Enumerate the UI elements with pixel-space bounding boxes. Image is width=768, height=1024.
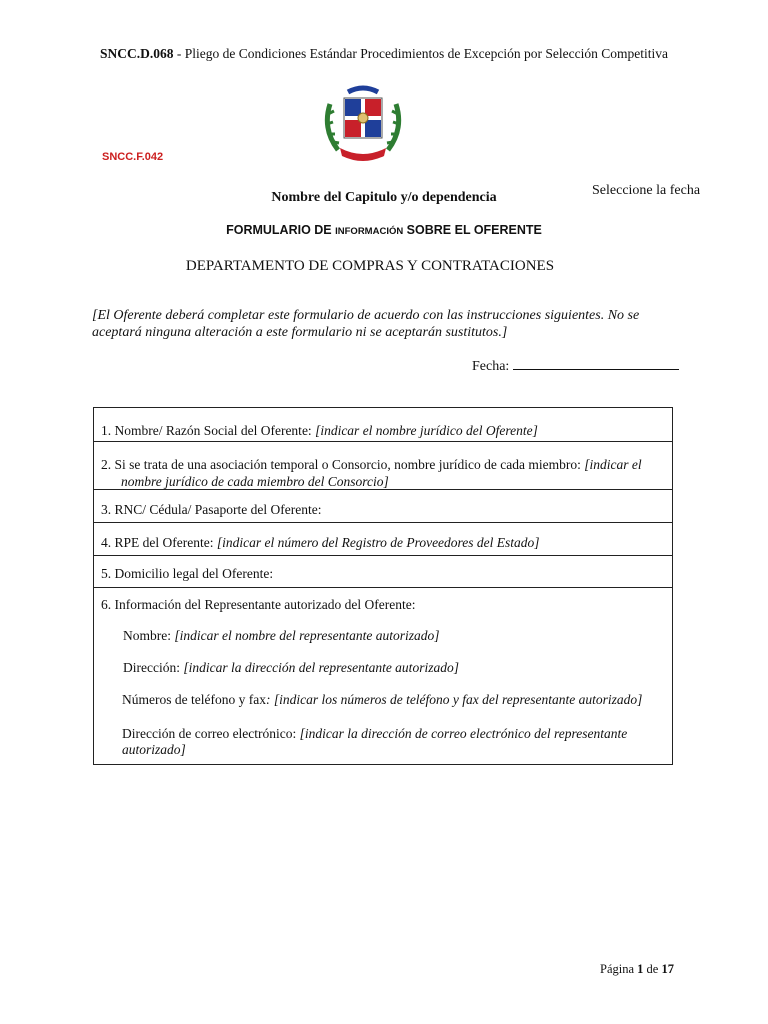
table-row[interactable]: 6. Información del Representante autorizado del Oferente: Nombre: [indicar el nombre del representante autorizado] Dirección: [indicar la dirección del representante autorizado] Números de teléfono y fax: [indicar los números de teléfono y fax del representante autorizado] Dirección de correo electrónico: [indicar la dirección de correo electrónico del representante autorizado]	[101, 597, 643, 757]
date-select[interactable]: Seleccione la fecha	[592, 183, 701, 198]
oferente-info-table	[93, 407, 673, 765]
page-header	[0, 46, 768, 62]
table-row[interactable]: 4. RPE del Oferente: [indicar el número del Registro de Proveedores del Estado]	[94, 523, 672, 556]
form-code: SNCC.F.042	[102, 151, 164, 163]
department-title: DEPARTAMENTO DE COMPRAS Y CONTRATACIONES	[185, 258, 555, 274]
form-title: FORMULARIO DE INFORMACIÓN SOBRE EL OFERENTE	[226, 223, 542, 237]
table-row[interactable]: 1. Nombre/ Razón Social del Oferente: [indicar el nombre jurídico del Oferente]	[94, 408, 672, 442]
page-number: Página 1 de 17	[600, 962, 674, 976]
instructions: [El Oferente deberá completar este formulario de acuerdo con las instrucciones siguientes. No se aceptará ninguna alteración a este formulario ni se aceptarán sustitutos.]	[92, 308, 640, 340]
table-row[interactable]: 2. Si se trata de una asociación temporal o Consorcio, nombre jurídico de cada miembro: [indicar el nombre jurídico de cada miembro del Consorcio]	[94, 442, 672, 490]
fecha-field[interactable]	[472, 357, 679, 375]
chapter-name[interactable]: Nombre del Capitulo y/o dependencia	[271, 190, 497, 205]
document-title: - Pliego de Condiciones Estándar Procedimientos de Excepción por Selección Competitiva	[173, 46, 669, 61]
table-row[interactable]: 5. Domicilio legal del Oferente:	[94, 556, 672, 588]
table-row[interactable]: 3. RNC/ Cédula/ Pasaporte del Oferente:	[94, 490, 672, 523]
fecha-label: Fecha:	[472, 359, 510, 374]
coat-of-arms-icon	[318, 84, 408, 166]
document-code: SNCC.D.068	[99, 46, 174, 61]
fecha-input-line[interactable]	[513, 357, 679, 370]
